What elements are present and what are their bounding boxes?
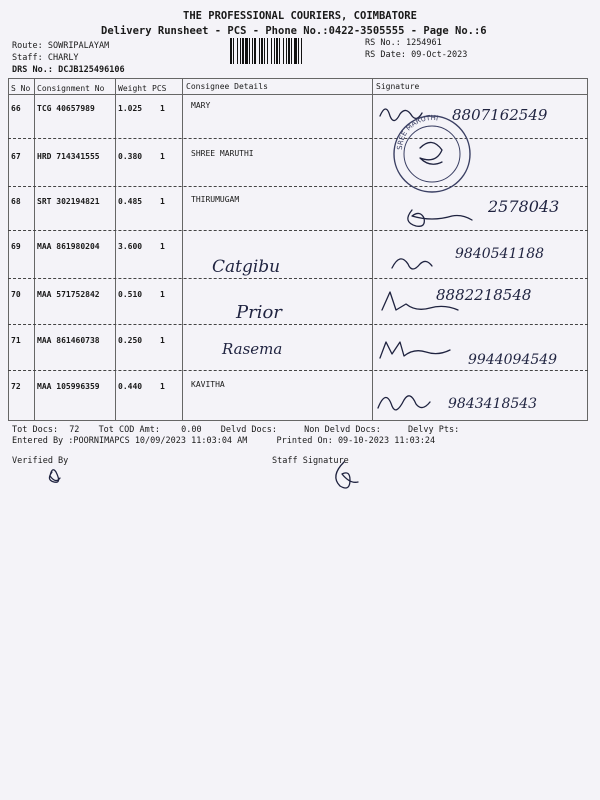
signature-scribble [378, 396, 430, 410]
row-pcs: 1 [160, 152, 165, 161]
row-consignee: KAVITHA [191, 380, 225, 389]
delvy-pts-label: Delvy Pts: [408, 425, 460, 435]
tot-docs-value: 72 [69, 425, 80, 435]
printed-on: Printed On: 09-10-2023 11:03:24 [276, 436, 436, 446]
delvd-docs-label: Delvd Docs: [220, 425, 278, 435]
row-consignment: TCG 40657989 [37, 104, 95, 113]
row-pcs: 1 [160, 290, 165, 299]
row-weight: 0.440 [118, 382, 143, 391]
consignee-70-handwritten: Prior [236, 302, 282, 323]
row-consignee: THIRUMUGAM [191, 195, 240, 204]
row-sno: 71 [11, 336, 21, 345]
signature-68-text: 2578043 [488, 197, 560, 216]
row-consignment: MAA 105996359 [37, 382, 100, 391]
non-delvd-docs-label: Non Delvd Docs: [304, 425, 381, 435]
row-consignment: MAA 861460738 [37, 336, 100, 345]
col-header-signature: Signature [376, 82, 420, 91]
totals-line [12, 425, 459, 435]
consignee-69-handwritten: Catgibu [212, 257, 281, 277]
staff-value: CHARLY [47, 53, 79, 63]
row-pcs: 1 [160, 336, 165, 345]
row-pcs: 1 [160, 104, 165, 113]
rs-no-value: 1254961 [405, 38, 442, 48]
runsheet-subtitle: Delivery Runsheet - PCS - Phone No.:0422-3505555 - Page No.:6 [101, 25, 487, 37]
row-consignment: SRT 302194821 [37, 197, 100, 206]
drs-label: DRS No.: [12, 65, 53, 75]
tot-docs-label: Tot Docs: [12, 425, 59, 435]
tot-cod-label: Tot COD Amt: [98, 425, 160, 435]
col-header-pcs: PCS [152, 84, 167, 93]
signature-71-text: 9944094549 [468, 352, 558, 368]
row-weight: 0.510 [118, 290, 143, 299]
verified-by-label: Verified By [12, 456, 69, 466]
signature-70-text: 8882218548 [436, 286, 532, 304]
row-weight: 0.250 [118, 336, 143, 345]
verified-initials [49, 470, 60, 483]
row-sno: 67 [11, 152, 21, 161]
route-label: Route: [12, 41, 43, 51]
row-consignee: SHREE MARUTHI [191, 149, 254, 158]
rs-date-label: RS Date: [365, 50, 406, 60]
rs-no-label: RS No.: [365, 38, 401, 48]
row-weight: 0.485 [118, 197, 143, 206]
signature-scribble [380, 342, 450, 358]
row-sno: 72 [11, 382, 21, 391]
col-header-consignment: Consignment No [37, 84, 105, 93]
staff-signature-label: Staff Signature [272, 456, 349, 466]
row-weight: 3.600 [118, 242, 143, 251]
rs-date-value: 09-Oct-2023 [411, 50, 468, 60]
row-consignee: MARY [191, 101, 211, 110]
row-consignment: HRD 714341555 [37, 152, 100, 161]
col-header-sno: S No [11, 84, 31, 93]
maruthi-stamp [394, 114, 470, 192]
signature-69-text: 9840541188 [455, 246, 545, 262]
row-weight: 1.025 [118, 104, 143, 113]
row-consignment: MAA 571752842 [37, 290, 100, 299]
drs-value: DCJB125496106 [58, 65, 125, 75]
signature-scribble [408, 210, 472, 226]
col-header-weight: Weight [118, 84, 147, 93]
signature-72-text: 9843418543 [448, 396, 538, 412]
company-title: THE PROFESSIONAL COURIERS, COIMBATORE [183, 10, 417, 22]
entered-by: Entered By :POORNIMAPCS 10/09/2023 11:03:04 AM [12, 436, 248, 446]
row-pcs: 1 [160, 242, 165, 251]
row-pcs: 1 [160, 382, 165, 391]
signature-66-text: 8807162549 [452, 106, 548, 124]
row-sno: 66 [11, 104, 21, 113]
row-sno: 68 [11, 197, 21, 206]
signature-scribble [392, 259, 432, 269]
route-value: SOWRIPALAYAM [47, 41, 110, 51]
row-sno: 70 [11, 290, 21, 299]
stamp-text: SREE MARUTHI [395, 113, 439, 151]
entered-by-line [12, 436, 435, 446]
staff-label: Staff: [12, 53, 43, 63]
row-weight: 0.380 [118, 152, 143, 161]
col-header-consignee: Consignee Details [186, 82, 268, 91]
consignee-71-handwritten: Rasema [222, 340, 283, 358]
row-consignment: MAA 861980204 [37, 242, 100, 251]
row-sno: 69 [11, 242, 21, 251]
svg-text:SREE MARUTHI [396, 114, 439, 150]
tot-cod-value: 0.00 [181, 425, 202, 435]
row-pcs: 1 [160, 197, 165, 206]
